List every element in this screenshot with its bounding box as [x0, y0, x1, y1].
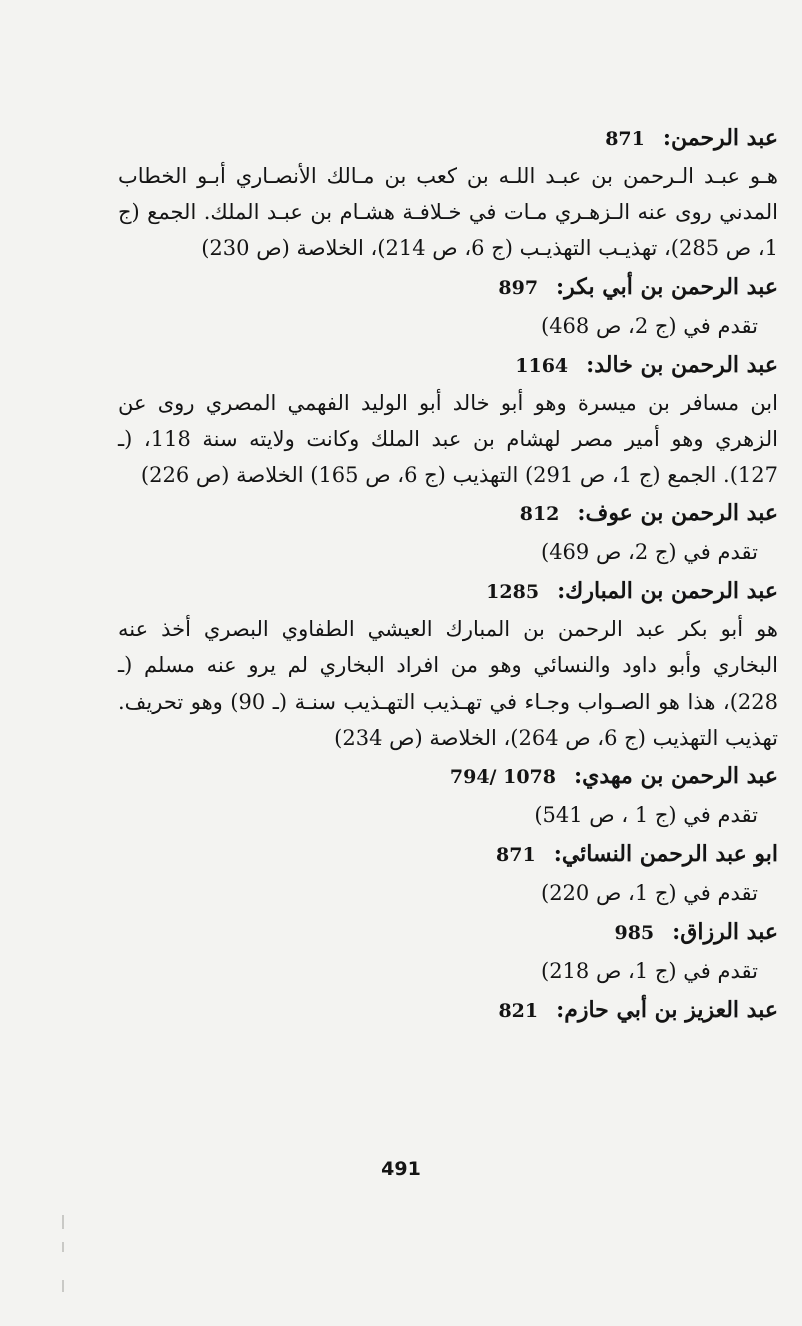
entry-abd-al-razzaq [118, 912, 778, 990]
entry-abu-abd-al-rahman-al-nasai [118, 834, 778, 912]
entry-abd-al-rahman-ibn-mahdi [118, 756, 778, 834]
entry-heading [118, 118, 778, 158]
entry-text: ابن مسافر بن ميسرة وهو أبو خالد أبو الوليد الفهمي المصري روى عن الزهري وهو أمير مصر لهشام بن عبد الملك وكانت ولايته سنة 118، (ـ 127). الجمع (ج 1، ص 291) التهذيب (ج 6، ص 165) الخلاصة (ص 226) [118, 390, 778, 488]
entry-heading [118, 834, 778, 874]
entry-number: 897 [498, 276, 539, 299]
entry-reference: تقدم في (ج 1، ص 220) [540, 881, 758, 906]
entry-heading [118, 345, 778, 385]
entry-heading [118, 267, 778, 307]
page-number: 491 [381, 1158, 421, 1180]
entry-number: 871 [496, 844, 536, 867]
entry-reference: تقدم في (ج 1 ، ص 541) [534, 803, 758, 828]
entry-name: عبد الرحمن: [662, 125, 778, 151]
entry-number: 821 [498, 1000, 539, 1023]
entry-number: 871 [605, 128, 645, 150]
entry-abd-al-aziz-ibn-abi-hazim [118, 990, 778, 1030]
entry-number: 1285 [486, 581, 540, 604]
scan-margin-mark [62, 1242, 64, 1252]
entry-text: هـو عبـد الـرحمن بن عبـد اللـه بن كعب بن مـالك الأنصـاري أبـو الخطاب المدني روى عنه الـزهـري مـات في خـلافـة هشـام بن عبـد الملك. الجمع (ج 1، ص 285)، تهذيـب التهذيـب (ج 6، ص 214)، الخلاصة (ص 230) [118, 164, 778, 261]
entry-name: عبد الرحمن بن أبي بكر: [556, 273, 778, 300]
entry-name: عبد الرحمن بن مهدي: [574, 763, 778, 790]
entry-number: 794/ 1078 [449, 766, 556, 789]
entry-heading [118, 571, 778, 611]
entry-text: هو أبو بكر عبد الرحمن بن المبارك العيشي الطفاوي البصري أخذ عنه البخاري وأبو داود والنسائي وهو من افراد البخاري لم يرو عنه مسلم (ـ 228)، هذا هو الصـواب وجـاء في تهـذيب التهـذيب سنـة (ـ 90) وهو تحريف. تهذيب التهذيب (ج 6، ص 264)، الخلاصة (ص 234) [118, 617, 778, 750]
entry-number: 812 [519, 503, 560, 526]
entry-name: عبد الرحمن بن المبارك: [557, 578, 778, 605]
entry-reference: تقدم في (ج 1، ص 218) [540, 959, 758, 984]
entry-abd-al-rahman-ibn-khalid [118, 345, 778, 494]
entry-abd-al-rahman-ibn-abi-bakr [118, 267, 778, 345]
entry-abd-al-rahman-ibn-awf [118, 493, 778, 571]
entry-number: 1164 [515, 354, 569, 377]
entry-abd-al-rahman [118, 118, 778, 267]
entry-reference: تقدم في (ج 2، ص 468) [540, 313, 758, 338]
scan-margin-mark [62, 1280, 64, 1292]
entry-name: عبد العزيز بن أبي حازم: [556, 997, 778, 1024]
entry-heading [118, 912, 778, 952]
entry-heading [118, 990, 778, 1030]
entry-number: 985 [614, 922, 655, 945]
entry-reference: تقدم في (ج 2، ص 469) [540, 540, 758, 565]
entries-list [118, 118, 778, 1030]
entry-heading [118, 493, 778, 533]
entry-abd-al-rahman-ibn-al-mubarak [118, 571, 778, 756]
entry-heading [118, 756, 778, 796]
entry-name: عبد الرحمن بن خالد: [586, 351, 778, 378]
entry-name: عبد الرزاق: [672, 919, 778, 946]
scan-margin-mark [62, 1215, 64, 1229]
entry-name: عبد الرحمن بن عوف: [577, 500, 778, 527]
entry-name: ابو عبد الرحمن النسائي: [553, 841, 778, 868]
